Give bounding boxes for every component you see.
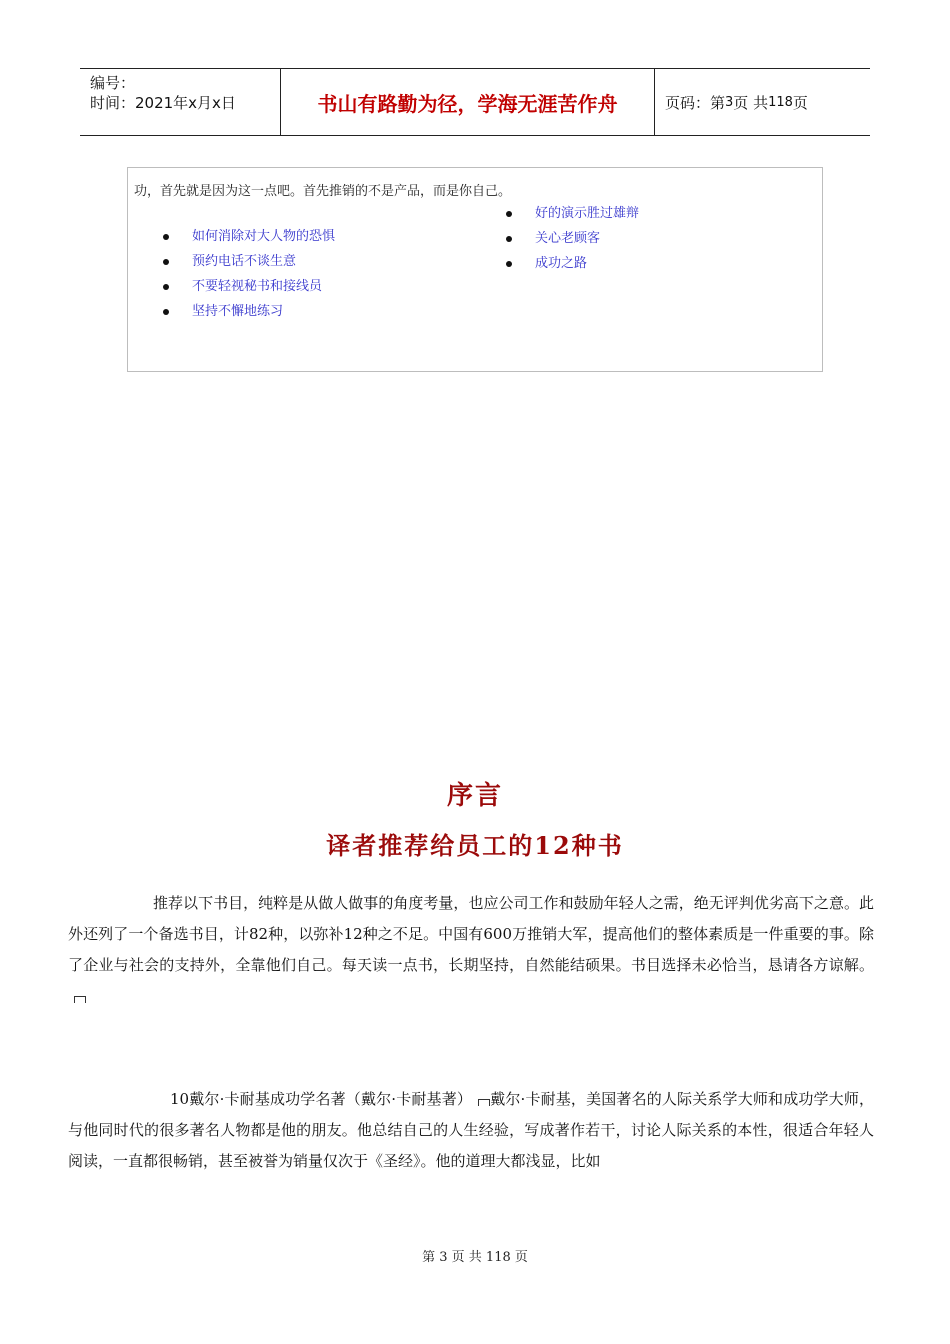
document-number-label: 编号： bbox=[90, 74, 136, 92]
list-item-link[interactable]: 预约电话不谈生意 bbox=[192, 254, 297, 269]
book-description-text: 戴尔·卡耐基，美国著名的人际关系学大师和成功学大师，与他同时代的很多著名人物都是他的朋友。他总结自己的人生经验，写成著作若干，讨论人际关系的本性，很适合年轻人阅读，一直都很畅销，甚至被誉为销量仅次于《圣经》。他的道理大都浅显，比如 bbox=[68, 1090, 875, 1170]
list-item[interactable] bbox=[506, 251, 639, 276]
bullet-icon bbox=[163, 309, 169, 315]
header-motto: 书山有路勤为径，学海无涯苦作舟 bbox=[281, 69, 655, 135]
intro-paragraph bbox=[68, 888, 874, 1012]
list-item-link[interactable]: 不要轻视秘书和接线员 bbox=[192, 279, 323, 294]
book-title-text: 10戴尔·卡耐基成功学名著（戴尔·卡耐基著） bbox=[170, 1090, 473, 1108]
anchor-mark-icon bbox=[478, 1099, 490, 1106]
list-item[interactable] bbox=[163, 274, 335, 299]
bullet-icon bbox=[163, 234, 169, 240]
list-item[interactable] bbox=[506, 201, 639, 226]
list-item-link[interactable]: 如何消除对大人物的恐惧 bbox=[192, 229, 336, 244]
right-bullet-list bbox=[506, 201, 639, 276]
list-item[interactable] bbox=[163, 299, 335, 324]
section-subtitle: 译者推荐给员工的12种书 bbox=[326, 831, 624, 860]
list-item-link[interactable]: 成功之路 bbox=[535, 256, 588, 271]
book-paragraph bbox=[68, 1084, 874, 1177]
anchor-mark-icon bbox=[74, 996, 86, 1003]
bullet-icon bbox=[163, 284, 169, 290]
left-bullet-list bbox=[163, 224, 335, 324]
header-page-info bbox=[655, 69, 870, 135]
list-item[interactable] bbox=[163, 249, 335, 274]
intro-paragraph-text: 推荐以下书目，纯粹是从做人做事的角度考量，也应公司工作和鼓励年轻人之需，绝无评判优劣高下之意。此外还列了一个备选书目，计82种，以弥补12种之不足。中国有600万推销大军，提高他们的整体素质是一件重要的事。除了企业与社会的支持外，全靠他们自己。每天读一点书，长期坚持，自然能结硕果。书目选择未必恰当，恳请各方谅解。 bbox=[68, 894, 874, 974]
page-label: 页码：第 bbox=[665, 93, 726, 112]
list-item-link[interactable]: 坚持不懈地练习 bbox=[192, 304, 284, 319]
page-footer: 第 3 页 共 118 页 bbox=[422, 1250, 528, 1265]
page-total: 118 bbox=[768, 94, 793, 110]
bullet-icon bbox=[506, 261, 512, 267]
list-item[interactable] bbox=[163, 224, 335, 249]
page-mid-label: 页 共 bbox=[733, 93, 769, 112]
page-header bbox=[80, 68, 870, 136]
contents-box bbox=[127, 167, 823, 372]
bullet-icon bbox=[506, 236, 512, 242]
section-title: 序言 bbox=[446, 781, 503, 811]
box-intro-text: 功，首先就是因为这一点吧。首先推销的不是产品，而是你自己。 bbox=[134, 184, 512, 199]
document-time-label: 时间：2021年x月x日 bbox=[90, 94, 236, 112]
bullet-icon bbox=[163, 259, 169, 265]
list-item-link[interactable]: 关心老顾客 bbox=[535, 231, 601, 246]
page-end-label: 页 bbox=[792, 93, 808, 112]
list-item-link[interactable]: 好的演示胜过雄辩 bbox=[535, 206, 640, 221]
list-item[interactable] bbox=[506, 226, 639, 251]
bullet-icon bbox=[506, 211, 512, 217]
page-number: 3 bbox=[725, 94, 734, 110]
header-info-cell bbox=[80, 69, 281, 135]
